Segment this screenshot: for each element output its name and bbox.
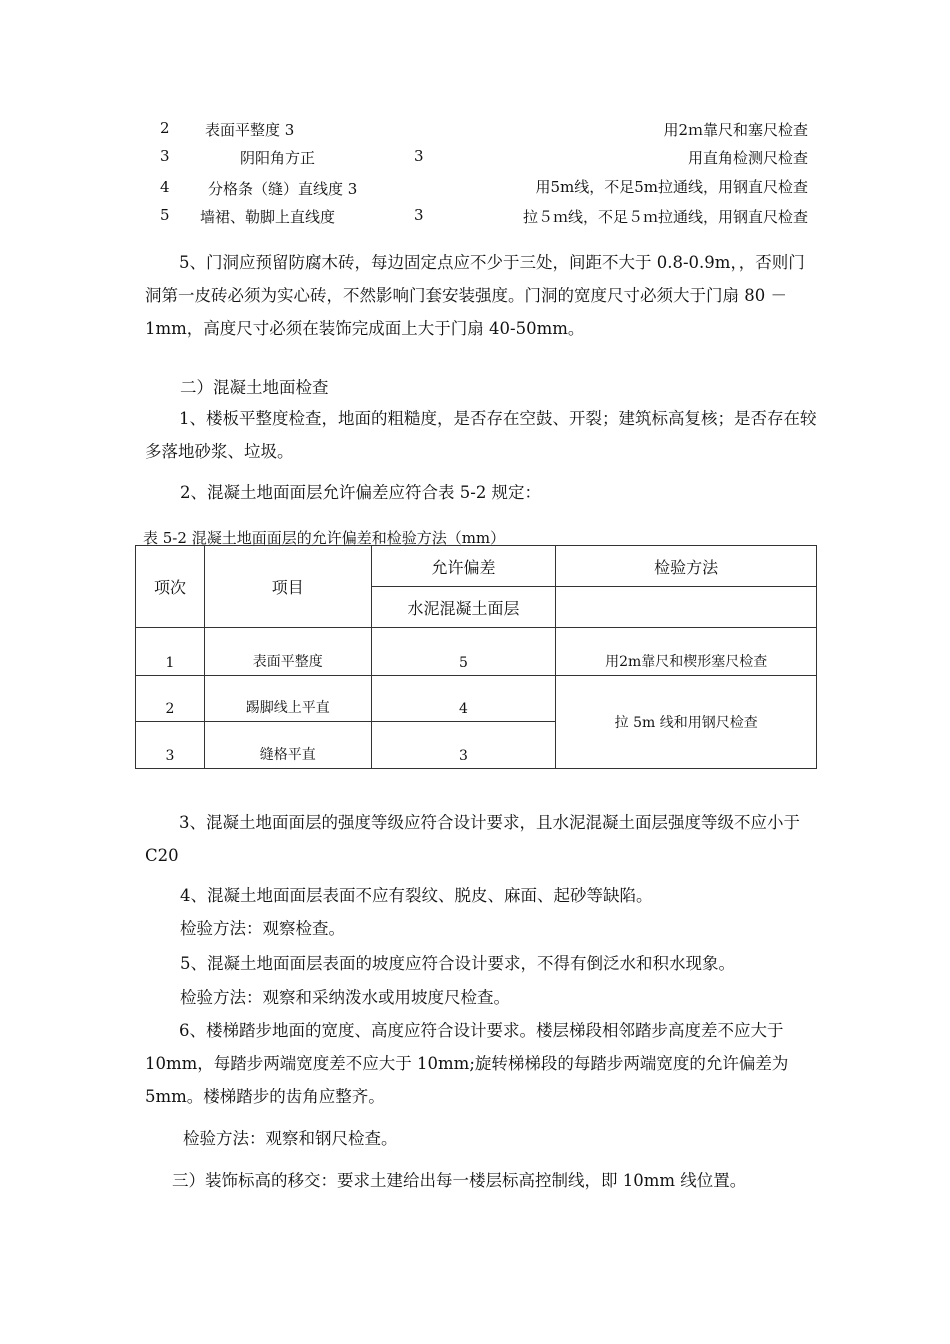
top-row-method: 拉５ｍ线，不足５ｍ拉通线，用钢直尺检查 — [522, 208, 808, 226]
table-caption: 表 5-2 混凝土地面面层的允许偏差和检验方法（mm） — [143, 529, 506, 547]
row-item: 踢脚线上平直 — [204, 676, 371, 722]
row-value: 5 — [371, 628, 556, 676]
header-no: 项次 — [136, 546, 205, 628]
inspection-method-6: 检验方法：观察和钢尺检查。 — [183, 1129, 398, 1148]
row-method-merged: 拉 5m 线和用钢尺检查 — [556, 676, 817, 769]
top-row-no: 2 — [160, 119, 170, 137]
header-sub-tolerance: 水泥混凝土面层 — [371, 587, 556, 628]
top-row-item: 阴阳角方正 — [240, 149, 316, 167]
top-row-value: 3 — [414, 147, 424, 165]
top-row-method: 用直角检测尺检查 — [687, 149, 808, 167]
header-item: 项目 — [204, 546, 371, 628]
header-sub-empty — [556, 587, 817, 628]
header-method: 检验方法 — [556, 546, 817, 587]
row-no: 3 — [136, 722, 205, 769]
section-heading-concrete-floor: 二）混凝土地面检查 — [180, 378, 329, 397]
top-row-value: 3 — [414, 206, 424, 224]
paragraph-surface-defects: 4、混凝土地面面层表面不应有裂纹、脱皮、麻面、起砂等缺陷。 — [180, 886, 653, 905]
section-heading-elevation-handover: 三）装饰标高的移交：要求土建给出每一楼层标高控制线，即 10mm 线位置。 — [172, 1171, 747, 1190]
header-tolerance: 允许偏差 — [371, 546, 556, 587]
top-row-method: 用5m线，不足5m拉通线，用钢直尺检查 — [535, 178, 808, 196]
top-row-item: 墙裙、勒脚上直线度 — [200, 208, 336, 226]
row-value: 3 — [371, 722, 556, 769]
top-row-item: 表面平整度 3 — [205, 121, 295, 139]
paragraph-slab-flatness: 1、楼板平整度检查，地面的粗糙度，是否存在空鼓、开裂；建筑标高复核；是否存在较多落地砂浆、垃圾。 — [145, 409, 817, 461]
top-row-no: 3 — [160, 147, 170, 165]
inspection-method-5: 检验方法：观察和采纳泼水或用坡度尺检查。 — [180, 988, 510, 1007]
paragraph-strength-grade: 3、混凝土地面面层的强度等级应符合设计要求，且水泥混凝土面层强度等级不应小于 C20 — [145, 813, 800, 865]
row-no: 2 — [136, 676, 205, 722]
row-method: 用2m靠尺和楔形塞尺检查 — [556, 628, 817, 676]
paragraph-table-reference: 2、混凝土地面面层允许偏差应符合表 5-2 规定： — [180, 483, 542, 502]
row-value: 4 — [371, 676, 556, 722]
inspection-method-4: 检验方法：观察检查。 — [180, 919, 345, 938]
top-row-no: 5 — [160, 206, 170, 224]
top-row-item: 分格条（缝）直线度 3 — [208, 180, 358, 198]
paragraph-door-opening: 5、门洞应预留防腐木砖，每边固定点应不少于三处，间距不大于 0.8-0.9m，，否则门洞第一皮砖必须为实心砖，不然影响门套安装强度。门洞的宽度尺寸必须大于门扇 80 － 1mm，高度尺寸必须在装饰完成面上大于门扇 40-50mm。 — [145, 253, 805, 338]
row-item: 表面平整度 — [204, 628, 371, 676]
paragraph-stair-treads: 6、楼梯踏步地面的宽度、高度应符合设计要求。楼层梯段相邻踏步高度差不应大于 10mm，每踏步两端宽度差不应大于 10mm;旋转梯梯段的每踏步两端宽度的允许偏差为 5mm。楼梯踏步的齿角应整齐。 — [145, 1021, 789, 1106]
top-row-method: 用2ｍ靠尺和塞尺检查 — [663, 121, 808, 139]
tolerance-table — [135, 545, 817, 769]
top-row-no: 4 — [160, 178, 170, 196]
row-no: 1 — [136, 628, 205, 676]
paragraph-slope: 5、混凝土地面面层表面的坡度应符合设计要求，不得有倒泛水和积水现象。 — [180, 954, 735, 973]
row-item: 缝格平直 — [204, 722, 371, 769]
